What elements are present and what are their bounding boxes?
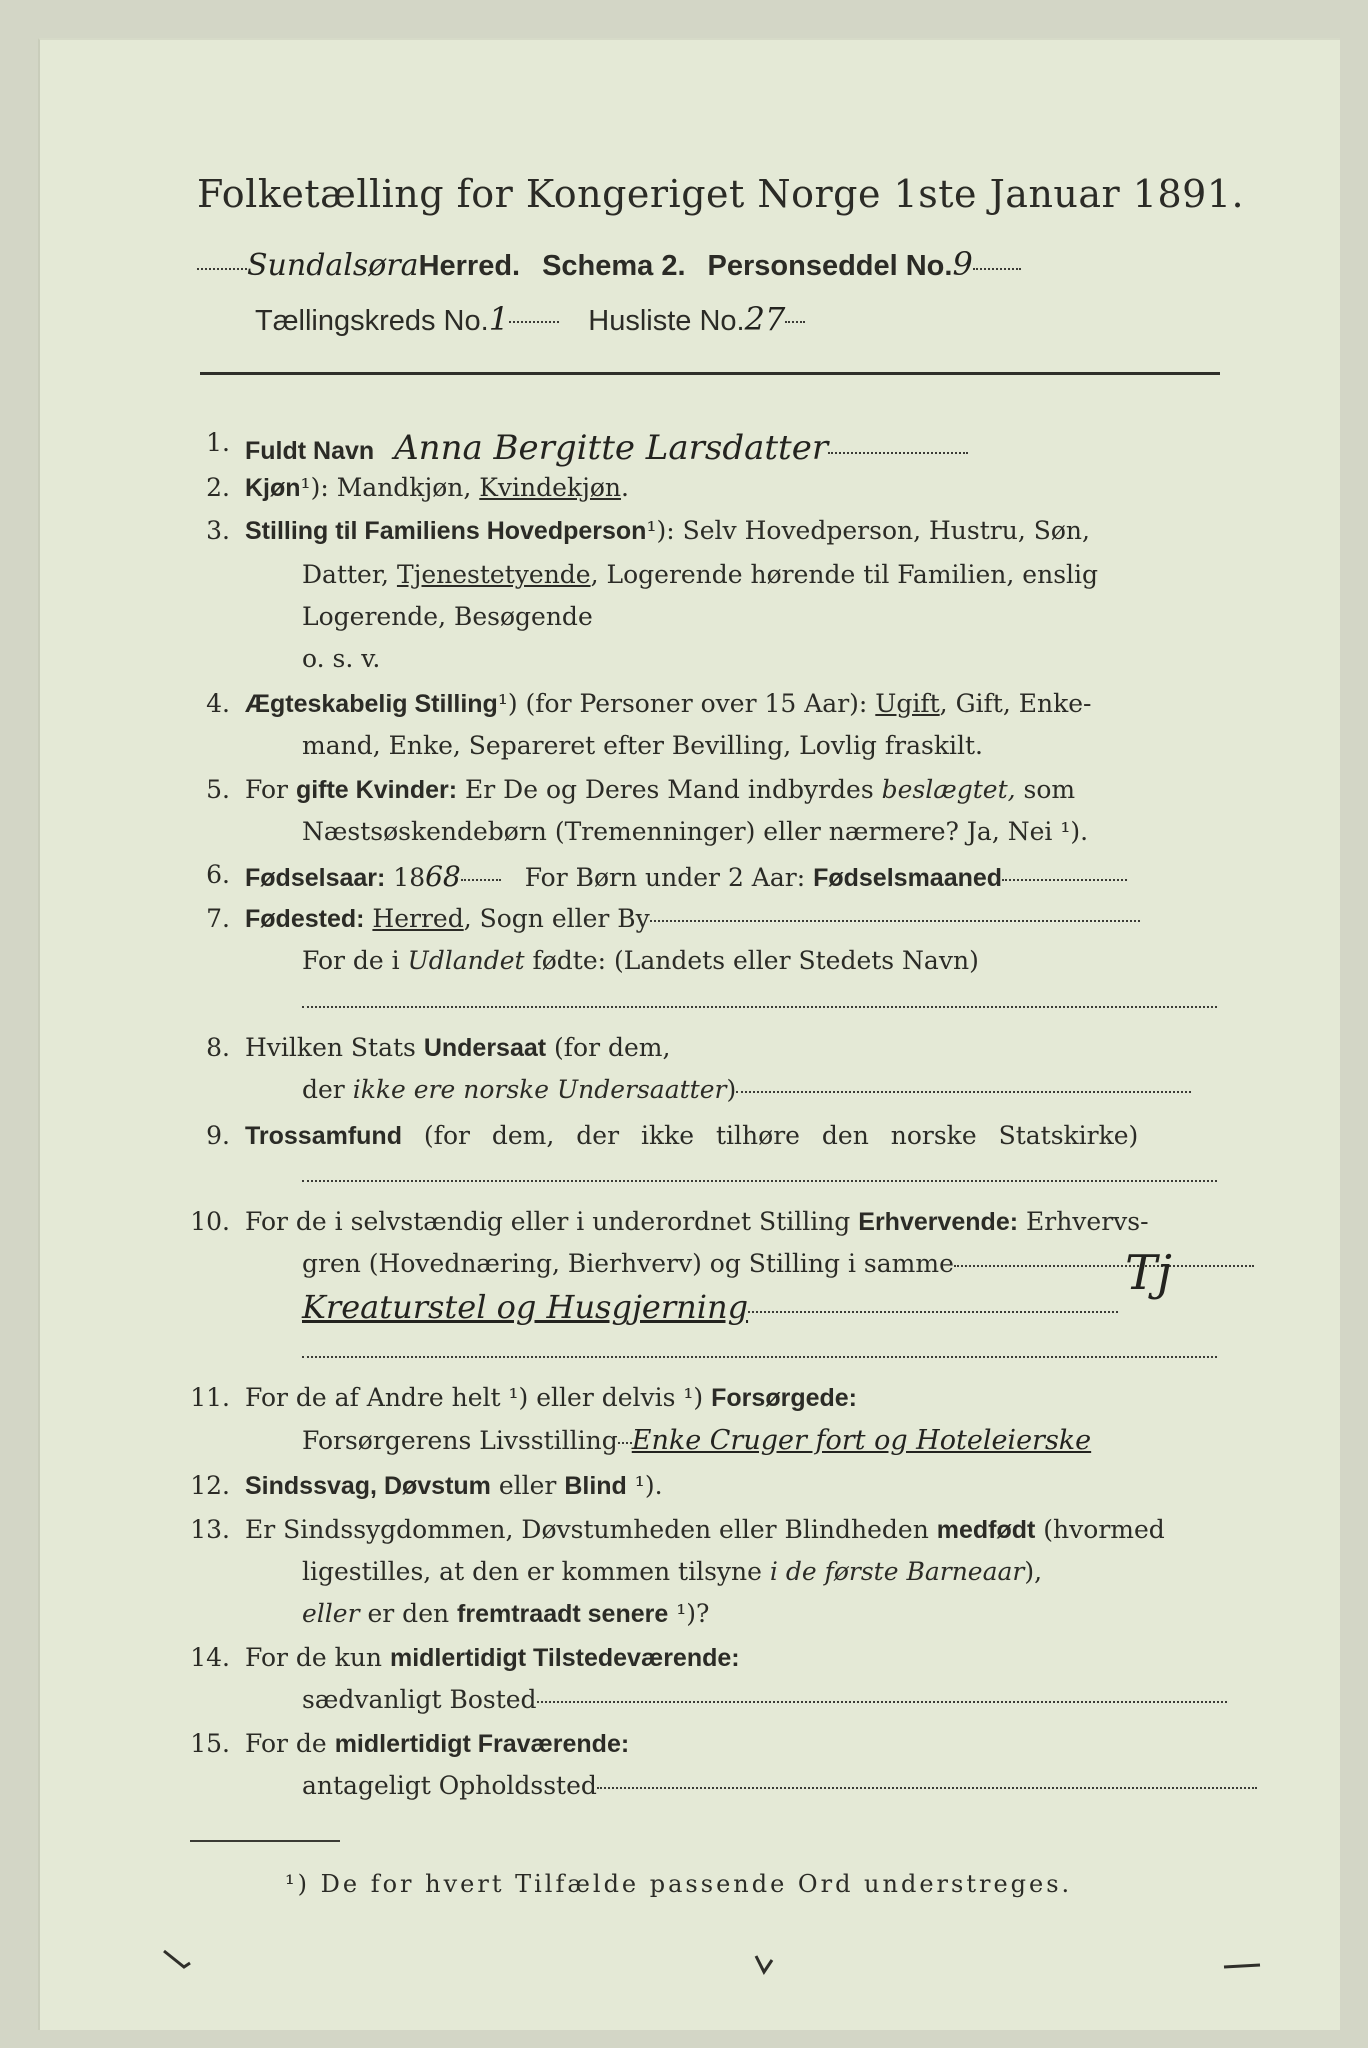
item-5-italic: beslægtet, [881,775,1016,804]
item-7-text-2a: For de i [302,946,408,975]
pen-mark [1220,1955,1270,1975]
item-2-label: Kjøn [245,474,301,502]
item-10-text-1a: For de i selvstændig eller i underordnet Stilling [245,1207,859,1236]
item-7-italic: Udlandet [407,946,525,975]
birth-year-print: 18 [393,863,426,892]
item-8-text-2a: der [302,1075,353,1104]
item-9-number: 9. [206,1121,230,1150]
item-5-text-1a: Er De og Deres Mand indbyrdes [457,775,882,804]
item-7-line-1 [245,904,1140,934]
item-9 [245,1121,1138,1151]
item-12 [245,1471,663,1501]
tjenestetyende-underlined: Tjenestetyende [396,560,591,589]
item-8-line-2 [302,1075,1191,1104]
kreds-line [255,300,805,338]
item-14-text-2: sædvanligt Bosted [302,1685,537,1714]
birth-year-value: 68 [425,860,461,893]
item-5-line-1 [245,775,1075,805]
item-4-line-1 [245,689,1091,719]
kvindekjon-underlined: Kvindekjøn [479,473,621,502]
item-6-mid: For Børn under 2 Aar: [524,863,814,892]
item-1-number: 1. [206,428,230,457]
kreds-label: Tællingskreds No. [255,305,489,337]
item-13-text-2a: ligestilles, at den er kommen tilsyne [302,1557,770,1586]
item-5-text-1b: som [1015,775,1076,804]
kreds-no: 1 [488,300,510,338]
provider-value: Enke Cruger fort og Hoteleierske [631,1425,1092,1456]
item-2 [245,473,629,503]
footnote: ¹) De for hvert Tilfælde passende Ord understreges. [285,1870,1073,1898]
occupation-mark: Tj [1125,1245,1172,1301]
item-10-label: Erhvervende: [858,1208,1019,1236]
item-10-blank-line [302,1340,1217,1369]
ugift-underlined: Ugift [875,689,940,718]
item-9-blank-line [302,1164,1217,1193]
herred-underlined: Herred [372,904,464,933]
item-14-line-1 [245,1643,740,1673]
item-1 [245,428,968,468]
item-2-text: ¹): Mandkjøn, [300,473,480,502]
item-1-label: Fuldt Navn [245,437,375,465]
item-4-label: Ægteskabelig Stilling [245,690,498,718]
item-8-italic: ikke ere norske Undersaatter [352,1075,727,1104]
footnote-rule [190,1840,340,1842]
occupation-value: Kreaturstel og Husgjerning [302,1288,749,1326]
item-12-mid: eller [490,1471,565,1500]
item-6-number: 6. [206,860,230,889]
item-3-text-2a: Datter, [302,560,397,589]
item-10-line-3 [302,1288,1118,1326]
husliste-no: 27 [744,300,786,338]
item-8-number: 8. [206,1033,230,1062]
census-form [38,38,1340,2030]
husliste-label: Husliste No. [588,305,745,337]
item-13-label-3: fremtraadt senere [457,1600,669,1628]
item-13-label: medfødt [936,1516,1036,1544]
item-4-number: 4. [206,689,230,718]
item-14-text-1a: For de kun [245,1643,390,1672]
item-10-line-2 [302,1249,1254,1278]
item-3-text-1: ¹): Selv Hovedperson, Hustru, Søn, [646,516,1090,545]
item-3-label: Stilling til Familiens Hovedperson [245,517,647,545]
item-15-label: midlertidigt Fraværende: [334,1730,630,1758]
item-15-line-2 [302,1771,1257,1800]
item-14-label: midlertidigt Tilstedeværende: [389,1644,740,1672]
pen-mark [750,1950,780,1980]
item-5-pre: For [245,775,296,804]
item-2-number: 2. [206,473,230,502]
item-3-line-4: o. s. v. [302,644,381,673]
page-title: Folketælling for Kongeriget Norge 1ste Januar 1891. [197,172,1245,216]
item-3-line-3: Logerende, Besøgende [302,602,593,631]
item-5-label: gifte Kvinder: [295,776,458,804]
item-13-text-1b: (hvormed [1035,1515,1165,1544]
item-13-text-3b: ¹)? [668,1599,710,1628]
item-12-label: Sindssvag, Døvstum [245,1472,491,1500]
item-11-label: Forsørgede: [711,1384,857,1412]
item-15-line-1 [245,1729,629,1759]
item-14-number: 14. [190,1643,230,1672]
item-6 [245,860,1127,893]
item-9-text: (for dem, der ikke tilhøre den norske Statskirke) [401,1121,1139,1150]
item-2-after: . [621,473,629,502]
item-11-text-1a: For de af Andre helt ¹) eller delvis ¹) [245,1383,712,1412]
item-15-number: 15. [190,1729,230,1758]
item-8-label: Undersaat [423,1034,547,1062]
item-10-line-1 [245,1207,1149,1237]
item-7-number: 7. [206,904,230,933]
item-6-label: Fødselsaar: [245,864,386,892]
item-12-number: 12. [190,1471,230,1500]
item-13-italic: i de første Barneaar [769,1557,1025,1586]
item-3-line-2 [302,560,1098,589]
item-4-text-1a: ¹) (for Personer over 15 Aar): [497,689,876,718]
item-11-text-2: Forsørgerens Livsstilling [302,1426,618,1455]
item-5-line-2: Næstsøskendebørn (Tremenninger) eller nærmere? Ja, Nei ¹). [302,817,1089,846]
item-11-line-1 [245,1383,857,1413]
personseddel-label: Personseddel No. [707,250,953,282]
header-rule [200,372,1220,375]
personseddel-no: 9 [952,245,973,283]
item-15-text-1a: For de [245,1729,335,1758]
item-13-italic-3: eller [302,1599,360,1628]
item-7-blank-line [302,990,1217,1019]
item-13-line-1 [245,1515,1165,1545]
herred-line [197,245,1021,283]
item-4-text-1b: , Gift, Enke- [939,689,1092,718]
item-10-text-1b: Erhvervs- [1018,1207,1149,1236]
item-6-label-2: Fødselsmaaned [813,864,1003,892]
schema-label: Schema 2. [542,250,686,282]
item-13-line-3 [302,1599,709,1629]
item-15-text-2: antageligt Opholdssted [302,1771,597,1800]
item-7-text-2b: fødte: (Landets eller Stedets Navn) [524,946,979,975]
item-5-number: 5. [206,775,230,804]
item-13-text-1a: Er Sindssygdommen, Døvstumheden eller Blindheden [245,1515,937,1544]
item-8-text-1b: (for dem, [546,1033,671,1062]
item-12-label-2: Blind [564,1472,627,1500]
item-7-text: , Sogn eller By [463,904,650,933]
item-3-line-1 [245,516,1090,546]
full-name-value: Anna Bergitte Larsdatter [394,428,829,468]
item-13-line-2 [302,1557,1042,1586]
item-13-text-2b: ), [1024,1557,1043,1586]
pen-mark [160,1945,210,1975]
item-14-line-2 [302,1685,1227,1714]
item-10-text-2: gren (Hovednæring, Bierhverv) og Stilling i samme [302,1249,954,1278]
item-7-label: Fødested: [245,905,365,933]
herred-value: Sundalsøra [247,248,419,283]
item-8-text-1a: Hvilken Stats [245,1033,424,1062]
item-4-line-2: mand, Enke, Separeret efter Bevilling, Lovlig fraskilt. [302,731,983,760]
item-3-number: 3. [206,516,230,545]
item-13-number: 13. [190,1515,230,1544]
item-11-number: 11. [190,1383,230,1412]
item-10-number: 10. [190,1207,230,1236]
item-12-after: ¹). [626,1471,663,1500]
herred-label: Herred. [418,250,521,282]
item-8-line-1 [245,1033,670,1063]
item-11-line-2 [302,1425,1091,1456]
item-8-text-2b: ) [726,1075,737,1104]
item-9-label: Trossamfund [245,1122,402,1150]
item-3-text-2b: , Logerende hørende til Familien, enslig [590,560,1099,589]
item-7-line-2 [302,946,979,975]
item-13-text-3a: er den [359,1599,458,1628]
